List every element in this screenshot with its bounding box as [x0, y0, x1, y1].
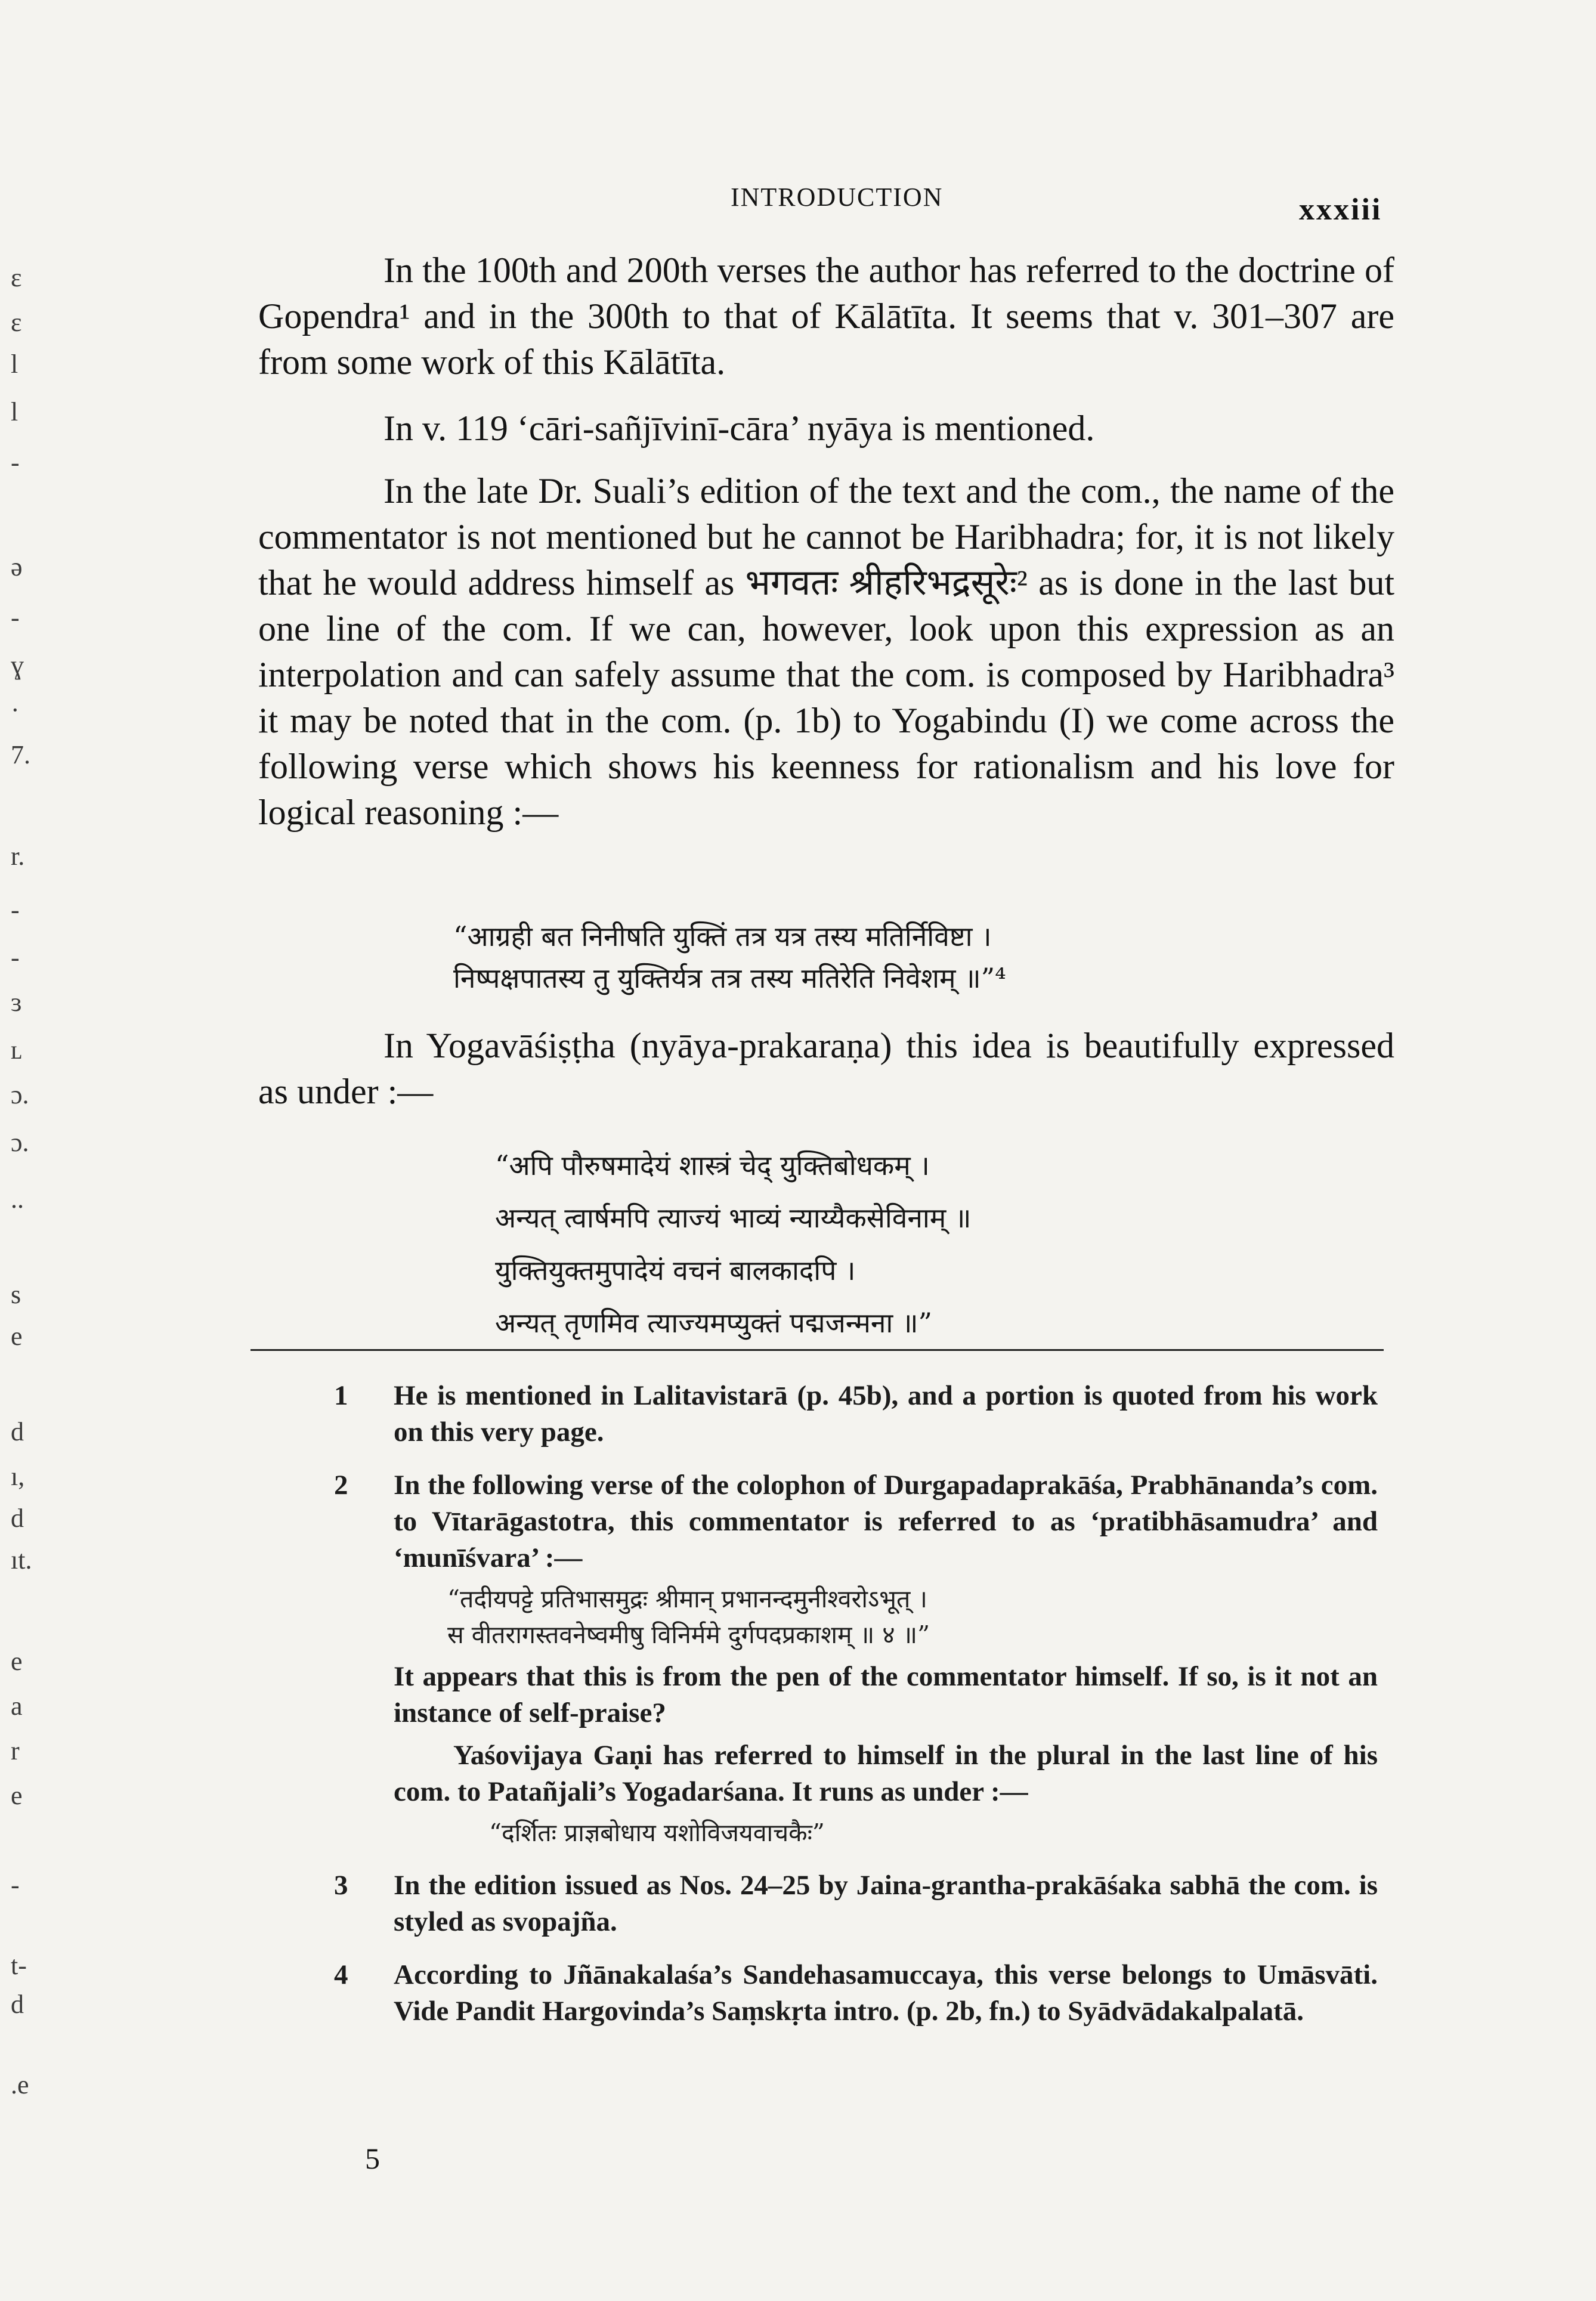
footnote-divider — [250, 1349, 1384, 1351]
margin-fragment: e — [11, 1322, 23, 1351]
margin-fragment: ə — [11, 552, 23, 582]
margin-fragment: ɔ. — [11, 1128, 29, 1157]
footnote-1 — [334, 1378, 1378, 1451]
footnote-text: According to Jñānakalaśa’s Sandehasamuccaya, this verse belongs to Umāsvāti. Vide Pandit Hargovinda’s Saṃskṛta intro. (p. 2b, fn.) to Syādvādakalpalatā. — [394, 1959, 1378, 2027]
margin-fragment: t- — [11, 1951, 27, 1980]
footnote-text: Yaśovijaya Gaṇi has referred to himself in the plural in the last line of his com. to Patañjali’s Yogadarśana. It runs as under :— — [394, 1740, 1378, 1807]
margin-fragment: l — [11, 350, 18, 379]
margin-fragment: ɛ — [11, 263, 22, 292]
paragraph-nyaya — [258, 406, 1394, 451]
footnote-2 — [334, 1467, 1378, 1851]
footnote-number: 2 — [334, 1470, 348, 1501]
margin-fragment: ıt. — [11, 1545, 32, 1575]
sanskrit-verse-1 — [453, 916, 1006, 999]
footnote-text: In the following verse of the colophon of Durgapadaprakāśa, Prabhānanda’s com. to Vītarāgastotra, this commentator is referred to as ‘pratibhāsamudra’ and ‘munīśvara’ :— — [394, 1470, 1378, 1573]
margin-fragment: l — [11, 397, 18, 426]
paragraph-gopendra — [258, 248, 1394, 385]
paragraph-text: In the late Dr. Suali’s edition of the text and the com., the name of the commentator is not mentioned but he cannot be Haribhadra; for, it is not likely that he would address himself as भगवतः श्रीहरिभद्रसूरेः² as is done in the last but one line of the com. If we can, however, look upon this expression as an interpolation and can safely assume that the com. is composed by Haribhadra³ it may be noted that in the com. (p. 1b) to Yogabindu (I) we come across the following verse which shows his keenness for rationalism and his love for logical reasoning :— — [258, 471, 1394, 832]
margin-fragment: r — [11, 1736, 20, 1765]
paragraph-suali-edition — [258, 468, 1394, 836]
margin-fragment: r. — [11, 842, 25, 871]
margin-fragment: ɣ — [11, 651, 24, 680]
verse-line: “आग्रही बत निनीषति युक्तिं तत्र यत्र तस्य मतिर्निविष्टा । — [453, 920, 992, 952]
paragraph-yogavasistha — [258, 1023, 1394, 1115]
verse-line: अन्यत् त्वार्षमपि त्याज्यं भाव्यं न्याय्यैकसेविनाम् ॥ — [495, 1202, 972, 1234]
verse-line: “अपि पौरुषमादेयं शास्त्रं चेद् युक्तिबोधकम् । — [495, 1149, 930, 1182]
margin-fragment: - — [11, 448, 20, 477]
verse-line: युक्तियुक्तमुपादेयं वचनं बालकादपि । — [495, 1254, 856, 1286]
paragraph-text: In the 100th and 200th verses the author has referred to the doctrine of Gopendra¹ and in the 300th to that of Kālātīta. It seems that v. 301–307 are from some work of this Kālātīta. — [258, 250, 1394, 382]
margin-fragment: ʟ — [11, 1035, 22, 1065]
margin-fragment: ɛ — [11, 308, 22, 337]
margin-fragment: .. — [11, 1184, 24, 1214]
margin-fragment: ɜ — [11, 988, 22, 1017]
running-head: INTRODUCTION — [731, 183, 944, 212]
margin-fragment: s — [11, 1280, 21, 1309]
verse-line: स वीतरागस्तवनेष्वमीषु विनिर्ममे दुर्गपदप्रकाशम् ॥ ४ ॥” — [447, 1620, 930, 1649]
verse-line: निष्पक्षपातस्य तु युक्तिर्यत्र तत्र तस्य मतिरेति निवेशम् ॥”⁴ — [453, 962, 1006, 994]
footnote-3 — [334, 1867, 1378, 1940]
page-number: xxxiii — [1299, 193, 1382, 227]
footnote-text: He is mentioned in Lalitavistarā (p. 45b), and a portion is quoted from his work on this very page. — [394, 1380, 1378, 1448]
footnote-text: In the edition issued as Nos. 24–25 by Jaina-grantha-prakāśaka sabhā the com. is styled as svopajña. — [394, 1870, 1378, 1937]
margin-fragment: d — [11, 1504, 24, 1533]
footnote-4 — [334, 1957, 1378, 2030]
sanskrit-verse-2 — [495, 1139, 972, 1349]
margin-fragment: d — [11, 1417, 24, 1446]
quote-verse: “दर्शितः प्राज्ञबोधाय यशोविजयवाचकैः” — [489, 1818, 825, 1847]
footnotes — [334, 1378, 1378, 2046]
margin-fragment: e — [11, 1781, 23, 1810]
verse-line: “तदीयपट्टे प्रतिभासमुद्रः श्रीमान् प्रभानन्दमुनीश्वरोऽभूत् । — [447, 1585, 927, 1613]
margin-fragment: 7. — [11, 740, 30, 769]
signature-mark: 5 — [365, 2142, 380, 2175]
footnote-text: It appears that this is from the pen of the commentator himself. If so, is it not an instance of self-praise? — [394, 1661, 1378, 1728]
footnote-number: 3 — [334, 1870, 348, 1901]
verse-line: अन्यत् तृणमिव त्याज्यमप्युक्तं पद्मजन्मना ॥” — [495, 1307, 933, 1339]
margin-fragment: - — [11, 943, 20, 972]
footnote-number: 1 — [334, 1380, 348, 1411]
footnote-number: 4 — [334, 1959, 348, 1990]
margin-fragment: .e — [11, 2070, 29, 2099]
margin-fragment: ɔ. — [11, 1080, 29, 1109]
margin-fragment: - — [11, 895, 20, 924]
colophon-verse — [394, 1581, 1378, 1653]
paragraph-text: In Yogavāśiṣṭha (nyāya-prakaraṇa) this idea is beautifully expressed as under :— — [258, 1026, 1394, 1111]
margin-fragment: - — [11, 1870, 20, 1900]
paragraph-text: In v. 119 ‘cāri-sañjīvinī-cāra’ nyāya is mentioned. — [383, 409, 1095, 448]
margin-fragment: a — [11, 1691, 23, 1721]
margin-fragment: d — [11, 1990, 24, 2019]
margin-fragment: e — [11, 1647, 23, 1676]
margin-fragment: · — [11, 695, 20, 725]
margin-fragment: - — [11, 603, 20, 632]
margin-fragment: ı, — [11, 1462, 25, 1491]
